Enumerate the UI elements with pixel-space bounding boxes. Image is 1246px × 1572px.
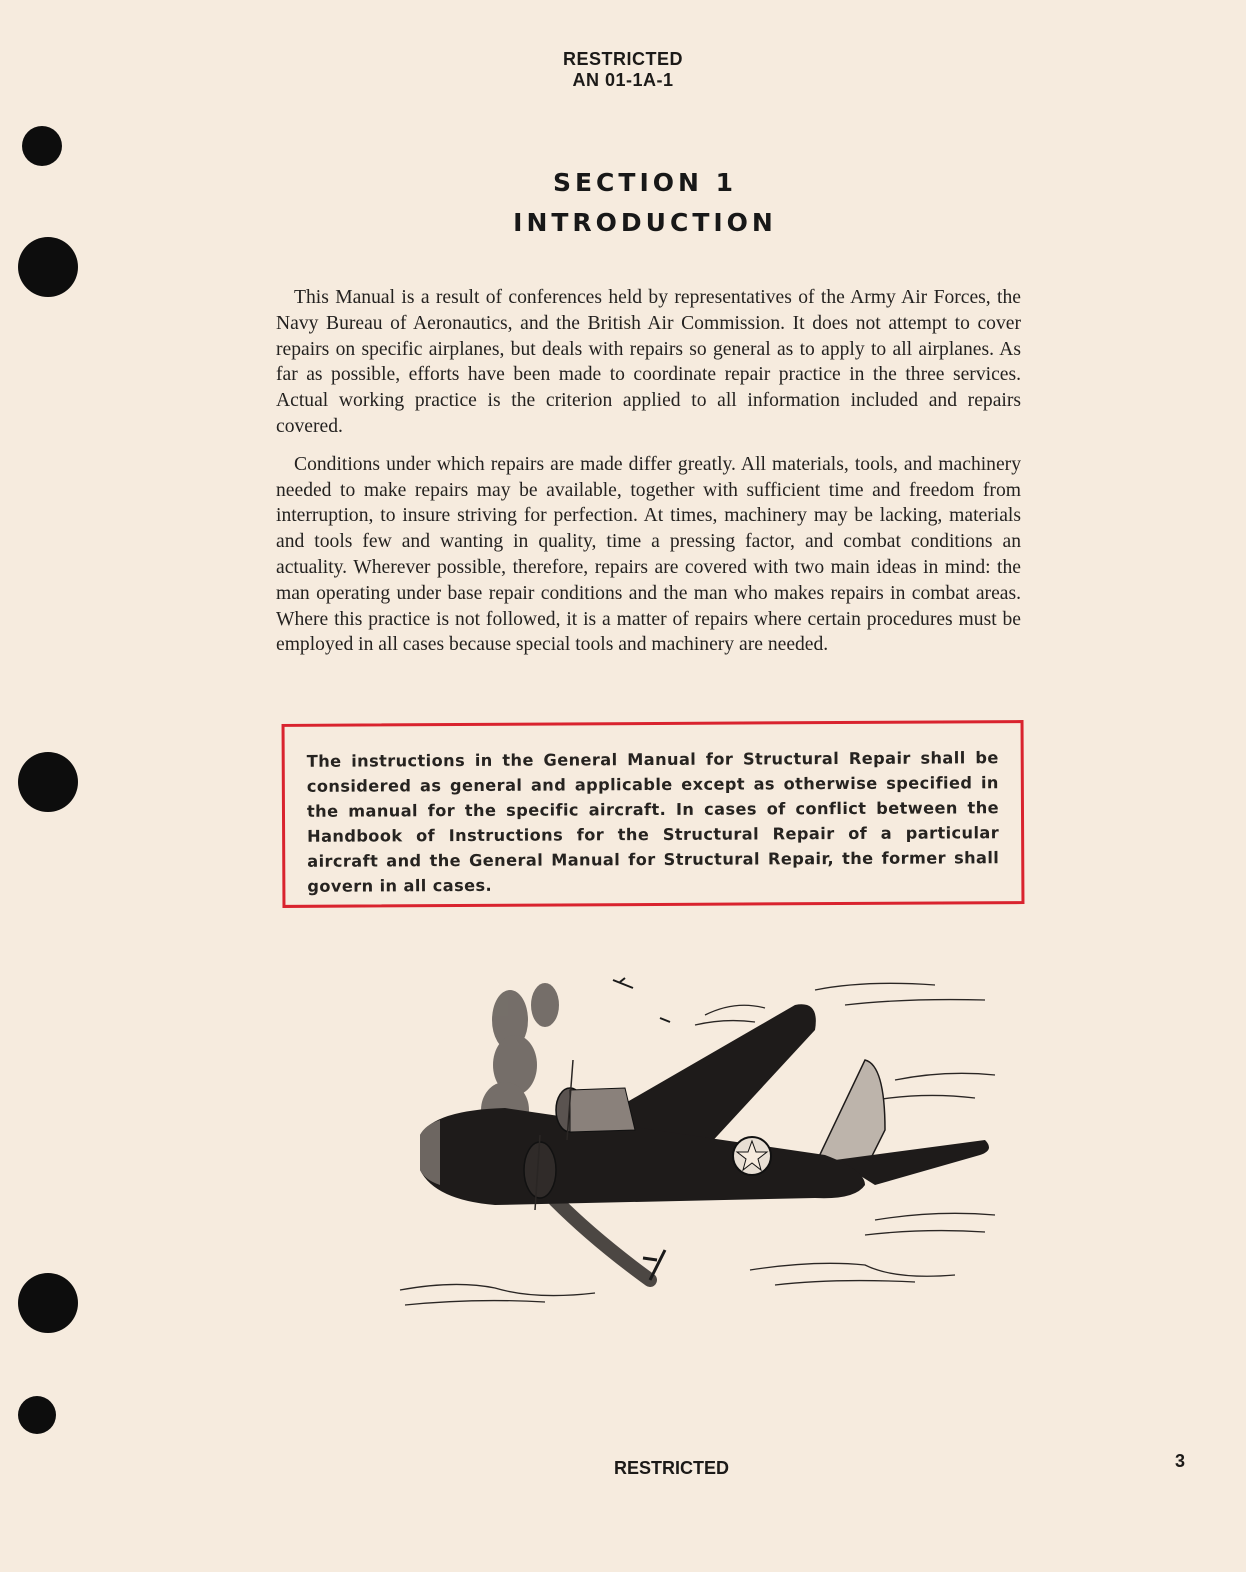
- paragraph-2: Conditions under which repairs are made differ greatly. All materials, tools, and machinery needed to make repairs may be available, together with sufficient time and freedom from interruption, to insure striving for perfection. At times, machinery may be lacking, materials and tools few and wanting in quality, time a pressing factor, and combat conditions an actuality. Wherever possible, therefore, repairs are covered with two main ideas in mind: the man operating under base repair conditions and the man who makes repairs in combat areas. Where this practice is not followed, it is a matter of repairs where certain procedures must be employed in all cases because special tools and machinery are needed.: [276, 453, 1021, 656]
- notice-box: [282, 720, 1025, 908]
- header-document-number: AN 01-1A-1: [572, 70, 674, 90]
- section-title: INTRODUCTION: [513, 208, 777, 237]
- footer-classification: RESTRICTED: [614, 1458, 730, 1478]
- binder-hole-3: [18, 752, 78, 812]
- body-text: [276, 285, 1021, 658]
- paragraph-1: This Manual is a result of conferences held by representatives of the Army Air Forces, the Navy Bureau of Aeronautics, and the British Air Commission. It does not attempt to cover repairs on specific airplanes, but deals with repairs so general as to apply to all airplanes. As far as possible, efforts have been made to coordinate repair practice in the three services. Actual working practice is the criterion applied to all information included and repairs covered.: [276, 287, 1021, 437]
- section-number: SECTION 1: [552, 168, 738, 197]
- airplane-drawing-icon: [395, 960, 1010, 1310]
- bomber-illustration: [395, 960, 1010, 1310]
- binder-hole-4: [18, 1273, 78, 1333]
- binder-hole-1: [22, 126, 62, 166]
- page-number: 3: [1175, 1451, 1186, 1471]
- header-classification: RESTRICTED: [562, 49, 683, 69]
- binder-hole-5: [18, 1396, 56, 1434]
- notice-text: The instructions in the General Manual for Structural Repair shall be considered as general and applicable except as otherwise specified in the manual for the specific aircraft. In cases of conflict between the Handbook of Instructions for the Structural Repair of a particular aircraft and the General Manual for Structural Repair, the former shall govern in all cases.: [306, 748, 1000, 896]
- binder-hole-2: [18, 237, 78, 297]
